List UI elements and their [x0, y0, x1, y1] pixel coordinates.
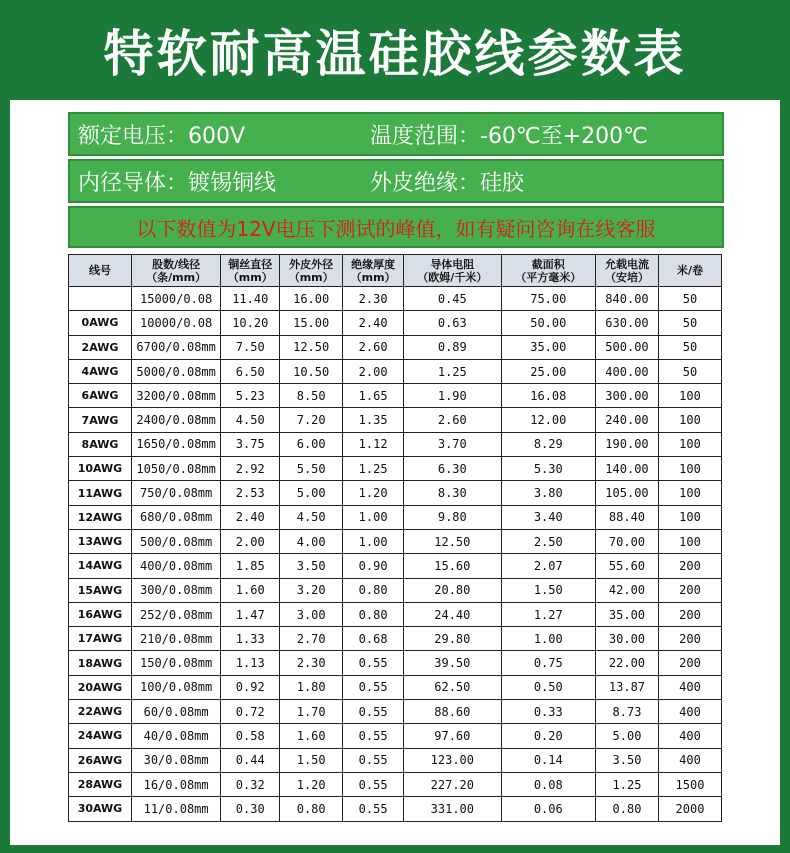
conductor-text: 内径导体：镀锡铜线: [78, 170, 277, 196]
table-cell: 10AWG: [69, 457, 132, 481]
table-cell: 1.25: [343, 457, 404, 481]
table-cell: 8.30: [404, 481, 501, 505]
table-cell: 5.23: [221, 384, 280, 408]
table-cell: 10000/0.08: [131, 311, 220, 335]
table-cell: 1.60: [280, 724, 343, 748]
table-cell: 100/0.08mm: [131, 675, 220, 699]
table-cell: 1050/0.08mm: [131, 457, 220, 481]
table-cell: 30AWG: [69, 797, 132, 821]
table-cell: 100: [658, 432, 721, 456]
table-cell: 75.00: [501, 287, 595, 311]
table-cell: 4AWG: [69, 359, 132, 383]
table-cell: 400: [658, 675, 721, 699]
table-cell: 0.58: [221, 724, 280, 748]
table-cell: 400: [658, 724, 721, 748]
table-cell: 0.89: [404, 335, 501, 359]
table-row: [69, 408, 722, 432]
table-cell: 150/0.08mm: [131, 651, 220, 675]
table-cell: 400: [658, 748, 721, 772]
table-cell: 15AWG: [69, 578, 132, 602]
table-cell: 0.08: [501, 772, 595, 796]
table-cell: 8AWG: [69, 432, 132, 456]
page-title: 特软耐高温硅胶线参数表: [103, 25, 687, 83]
title-bar: [0, 0, 790, 100]
table-cell: 240.00: [596, 408, 659, 432]
table-cell: 5.30: [501, 457, 595, 481]
table-cell: 2.30: [343, 287, 404, 311]
table-cell: 2.00: [221, 529, 280, 553]
table-cell: 0.55: [343, 651, 404, 675]
table-cell: 15.60: [404, 554, 501, 578]
table-cell: 7.20: [280, 408, 343, 432]
table-cell: 100: [658, 408, 721, 432]
table-cell: 55.60: [596, 554, 659, 578]
table-row: [69, 457, 722, 481]
table-cell: 0.44: [221, 748, 280, 772]
table-cell: 0.80: [343, 602, 404, 626]
table-cell: 2.00: [343, 359, 404, 383]
table-cell: 0.55: [343, 700, 404, 724]
table-cell: 1.35: [343, 408, 404, 432]
table-cell: 3.70: [404, 432, 501, 456]
table-cell: 14AWG: [69, 554, 132, 578]
table-cell: 100: [658, 505, 721, 529]
table-row: [69, 505, 722, 529]
table-cell: 210/0.08mm: [131, 627, 220, 651]
table-cell: 0AWG: [69, 311, 132, 335]
table-cell: 8.29: [501, 432, 595, 456]
table-cell: 300.00: [596, 384, 659, 408]
table-cell: 40/0.08mm: [131, 724, 220, 748]
table-row: [69, 529, 722, 553]
table-cell: 100: [658, 457, 721, 481]
table-cell: 1.00: [501, 627, 595, 651]
table-cell: 0.06: [501, 797, 595, 821]
table-cell: 50: [658, 335, 721, 359]
table-row: [69, 359, 722, 383]
table-cell: 1.12: [343, 432, 404, 456]
table-cell: 1.60: [221, 578, 280, 602]
table-cell: 11AWG: [69, 481, 132, 505]
table-cell: 2AWG: [69, 335, 132, 359]
table-cell: 28AWG: [69, 772, 132, 796]
table-row: [69, 651, 722, 675]
table-cell: 0.55: [343, 797, 404, 821]
table-cell: 50: [658, 359, 721, 383]
header-gauge: 线号: [69, 255, 132, 287]
table-cell: 1.20: [343, 481, 404, 505]
table-cell: 105.00: [596, 481, 659, 505]
header-resistance: 导体电阻 （欧姆/千米）: [404, 255, 501, 287]
table-row: [69, 578, 722, 602]
table-cell: 25.00: [501, 359, 595, 383]
table-cell: 5000/0.08mm: [131, 359, 220, 383]
table-cell: 35.00: [596, 602, 659, 626]
table-cell: 0.90: [343, 554, 404, 578]
table-cell: 12.00: [501, 408, 595, 432]
header-cross-section: 截面积 （平方毫米）: [501, 255, 595, 287]
test-note: [68, 206, 724, 248]
table-cell: 5.00: [596, 724, 659, 748]
table-cell: 2.30: [280, 651, 343, 675]
table-cell: [69, 287, 132, 311]
table-cell: 0.80: [343, 578, 404, 602]
table-cell: 70.00: [596, 529, 659, 553]
table-cell: 2.60: [404, 408, 501, 432]
table-cell: 3.20: [280, 578, 343, 602]
table-cell: 11.40: [221, 287, 280, 311]
table-cell: 15.00: [280, 311, 343, 335]
table-cell: 1.25: [596, 772, 659, 796]
table-cell: 1.50: [280, 748, 343, 772]
spec-table: [68, 254, 722, 822]
table-cell: 6.30: [404, 457, 501, 481]
table-cell: 16AWG: [69, 602, 132, 626]
table-cell: 123.00: [404, 748, 501, 772]
table-row: [69, 772, 722, 796]
table-cell: 4.50: [280, 505, 343, 529]
table-cell: 1.27: [501, 602, 595, 626]
table-cell: 16/0.08mm: [131, 772, 220, 796]
table-row: [69, 384, 722, 408]
table-cell: 12.50: [280, 335, 343, 359]
table-cell: 7.50: [221, 335, 280, 359]
table-cell: 0.92: [221, 675, 280, 699]
table-header-row: [69, 255, 722, 287]
header-copper-diameter: 铜丝直径 （mm）: [221, 255, 280, 287]
header-current-rating: 允载电流 （安培）: [596, 255, 659, 287]
table-cell: 15000/0.08: [131, 287, 220, 311]
table-cell: 3.75: [221, 432, 280, 456]
table-cell: 1.00: [343, 505, 404, 529]
table-cell: 680/0.08mm: [131, 505, 220, 529]
table-cell: 0.50: [501, 675, 595, 699]
table-cell: 100: [658, 529, 721, 553]
table-cell: 1500: [658, 772, 721, 796]
table-cell: 2.53: [221, 481, 280, 505]
table-cell: 227.20: [404, 772, 501, 796]
table-cell: 1.00: [343, 529, 404, 553]
table-cell: 200: [658, 627, 721, 651]
table-cell: 3.50: [596, 748, 659, 772]
table-cell: 0.33: [501, 700, 595, 724]
table-cell: 0.32: [221, 772, 280, 796]
table-cell: 1.85: [221, 554, 280, 578]
table-cell: 140.00: [596, 457, 659, 481]
table-row: [69, 748, 722, 772]
rated-voltage-text: 额定电压：600V: [78, 123, 246, 149]
table-cell: 0.55: [343, 724, 404, 748]
table-row: [69, 627, 722, 651]
table-cell: 630.00: [596, 311, 659, 335]
table-cell: 750/0.08mm: [131, 481, 220, 505]
table-cell: 0.80: [596, 797, 659, 821]
table-cell: 17AWG: [69, 627, 132, 651]
table-cell: 0.55: [343, 675, 404, 699]
table-cell: 24.40: [404, 602, 501, 626]
table-cell: 0.14: [501, 748, 595, 772]
table-cell: 6AWG: [69, 384, 132, 408]
table-cell: 200: [658, 602, 721, 626]
table-cell: 7AWG: [69, 408, 132, 432]
table-cell: 200: [658, 578, 721, 602]
test-note-text: 以下数值为12V电压下测试的峰值，如有疑问咨询在线客服: [136, 216, 656, 241]
table-cell: 840.00: [596, 287, 659, 311]
insulation-text: 外皮绝缘：硅胶: [370, 170, 525, 196]
table-cell: 1.33: [221, 627, 280, 651]
table-cell: 16.00: [280, 287, 343, 311]
table-cell: 1650/0.08mm: [131, 432, 220, 456]
table-cell: 35.00: [501, 335, 595, 359]
table-row: [69, 481, 722, 505]
table-cell: 6700/0.08mm: [131, 335, 220, 359]
table-cell: 20AWG: [69, 675, 132, 699]
table-cell: 13.87: [596, 675, 659, 699]
table-cell: 2000: [658, 797, 721, 821]
table-cell: 2.70: [280, 627, 343, 651]
table-cell: 50.00: [501, 311, 595, 335]
table-cell: 0.75: [501, 651, 595, 675]
table-cell: 2.40: [343, 311, 404, 335]
table-cell: 60/0.08mm: [131, 700, 220, 724]
table-cell: 300/0.08mm: [131, 578, 220, 602]
table-cell: 2400/0.08mm: [131, 408, 220, 432]
table-cell: 0.55: [343, 772, 404, 796]
info-row-voltage-temperature: [68, 112, 724, 156]
header-meters-per-roll: 米/卷: [658, 255, 721, 287]
table-row: [69, 432, 722, 456]
info-row-conductor-insulation: [68, 159, 724, 203]
table-cell: 2.07: [501, 554, 595, 578]
table-cell: 1.90: [404, 384, 501, 408]
table-cell: 500.00: [596, 335, 659, 359]
table-body: [69, 287, 722, 822]
table-cell: 2.40: [221, 505, 280, 529]
table-cell: 62.50: [404, 675, 501, 699]
table-cell: 200: [658, 651, 721, 675]
table-cell: 4.50: [221, 408, 280, 432]
table-cell: 11/0.08mm: [131, 797, 220, 821]
table-cell: 0.20: [501, 724, 595, 748]
table-cell: 42.00: [596, 578, 659, 602]
table-cell: 400/0.08mm: [131, 554, 220, 578]
table-cell: 1.50: [501, 578, 595, 602]
table-cell: 3.00: [280, 602, 343, 626]
table-row: [69, 554, 722, 578]
table-row: [69, 287, 722, 311]
table-cell: 10.50: [280, 359, 343, 383]
table-cell: 97.60: [404, 724, 501, 748]
table-cell: 16.08: [501, 384, 595, 408]
table-cell: 2.60: [343, 335, 404, 359]
table-cell: 8.73: [596, 700, 659, 724]
table-cell: 8.50: [280, 384, 343, 408]
table-cell: 252/0.08mm: [131, 602, 220, 626]
table-cell: 50: [658, 287, 721, 311]
table-cell: 5.00: [280, 481, 343, 505]
table-row: [69, 797, 722, 821]
table-cell: 12AWG: [69, 505, 132, 529]
table-cell: 39.50: [404, 651, 501, 675]
table-cell: 3.40: [501, 505, 595, 529]
table-cell: 0.55: [343, 748, 404, 772]
table-cell: 1.47: [221, 602, 280, 626]
table-cell: 1.20: [280, 772, 343, 796]
table-row: [69, 675, 722, 699]
table-cell: 6.00: [280, 432, 343, 456]
table-row: [69, 335, 722, 359]
table-cell: 9.80: [404, 505, 501, 529]
table-cell: 20.80: [404, 578, 501, 602]
table-cell: 22AWG: [69, 700, 132, 724]
table-cell: 3200/0.08mm: [131, 384, 220, 408]
table-cell: 190.00: [596, 432, 659, 456]
table-cell: 0.80: [280, 797, 343, 821]
table-row: [69, 700, 722, 724]
table-cell: 0.72: [221, 700, 280, 724]
table-cell: 4.00: [280, 529, 343, 553]
table-cell: 50: [658, 311, 721, 335]
table-cell: 400: [658, 700, 721, 724]
table-cell: 12.50: [404, 529, 501, 553]
header-insulation-thickness: 绝缘厚度 （mm）: [343, 255, 404, 287]
table-row: [69, 311, 722, 335]
table-cell: 24AWG: [69, 724, 132, 748]
table-cell: 30/0.08mm: [131, 748, 220, 772]
table-cell: 88.40: [596, 505, 659, 529]
table-cell: 1.13: [221, 651, 280, 675]
table-cell: 331.00: [404, 797, 501, 821]
table-cell: 0.63: [404, 311, 501, 335]
table-cell: 3.50: [280, 554, 343, 578]
table-cell: 1.65: [343, 384, 404, 408]
table-cell: 29.80: [404, 627, 501, 651]
table-cell: 3.80: [501, 481, 595, 505]
table-cell: 0.45: [404, 287, 501, 311]
table-cell: 0.68: [343, 627, 404, 651]
table-cell: 26AWG: [69, 748, 132, 772]
table-cell: 2.92: [221, 457, 280, 481]
table-cell: 5.50: [280, 457, 343, 481]
table-cell: 1.80: [280, 675, 343, 699]
table-cell: 200: [658, 554, 721, 578]
table-cell: 18AWG: [69, 651, 132, 675]
table-cell: 1.25: [404, 359, 501, 383]
table-cell: 6.50: [221, 359, 280, 383]
table-cell: 500/0.08mm: [131, 529, 220, 553]
header-strands: 股数/线径 （条/mm）: [131, 255, 220, 287]
table-cell: 400.00: [596, 359, 659, 383]
table-cell: 22.00: [596, 651, 659, 675]
table-cell: 13AWG: [69, 529, 132, 553]
table-cell: 88.60: [404, 700, 501, 724]
table-row: [69, 602, 722, 626]
table-cell: 0.30: [221, 797, 280, 821]
table-cell: 1.70: [280, 700, 343, 724]
temperature-range-text: 温度范围：-60℃至+200℃: [370, 123, 648, 149]
table-cell: 10.20: [221, 311, 280, 335]
header-outer-diameter: 外皮外径 （mm）: [280, 255, 343, 287]
table-row: [69, 724, 722, 748]
table-cell: 2.50: [501, 529, 595, 553]
table-cell: 100: [658, 481, 721, 505]
table-cell: 100: [658, 384, 721, 408]
table-cell: 30.00: [596, 627, 659, 651]
